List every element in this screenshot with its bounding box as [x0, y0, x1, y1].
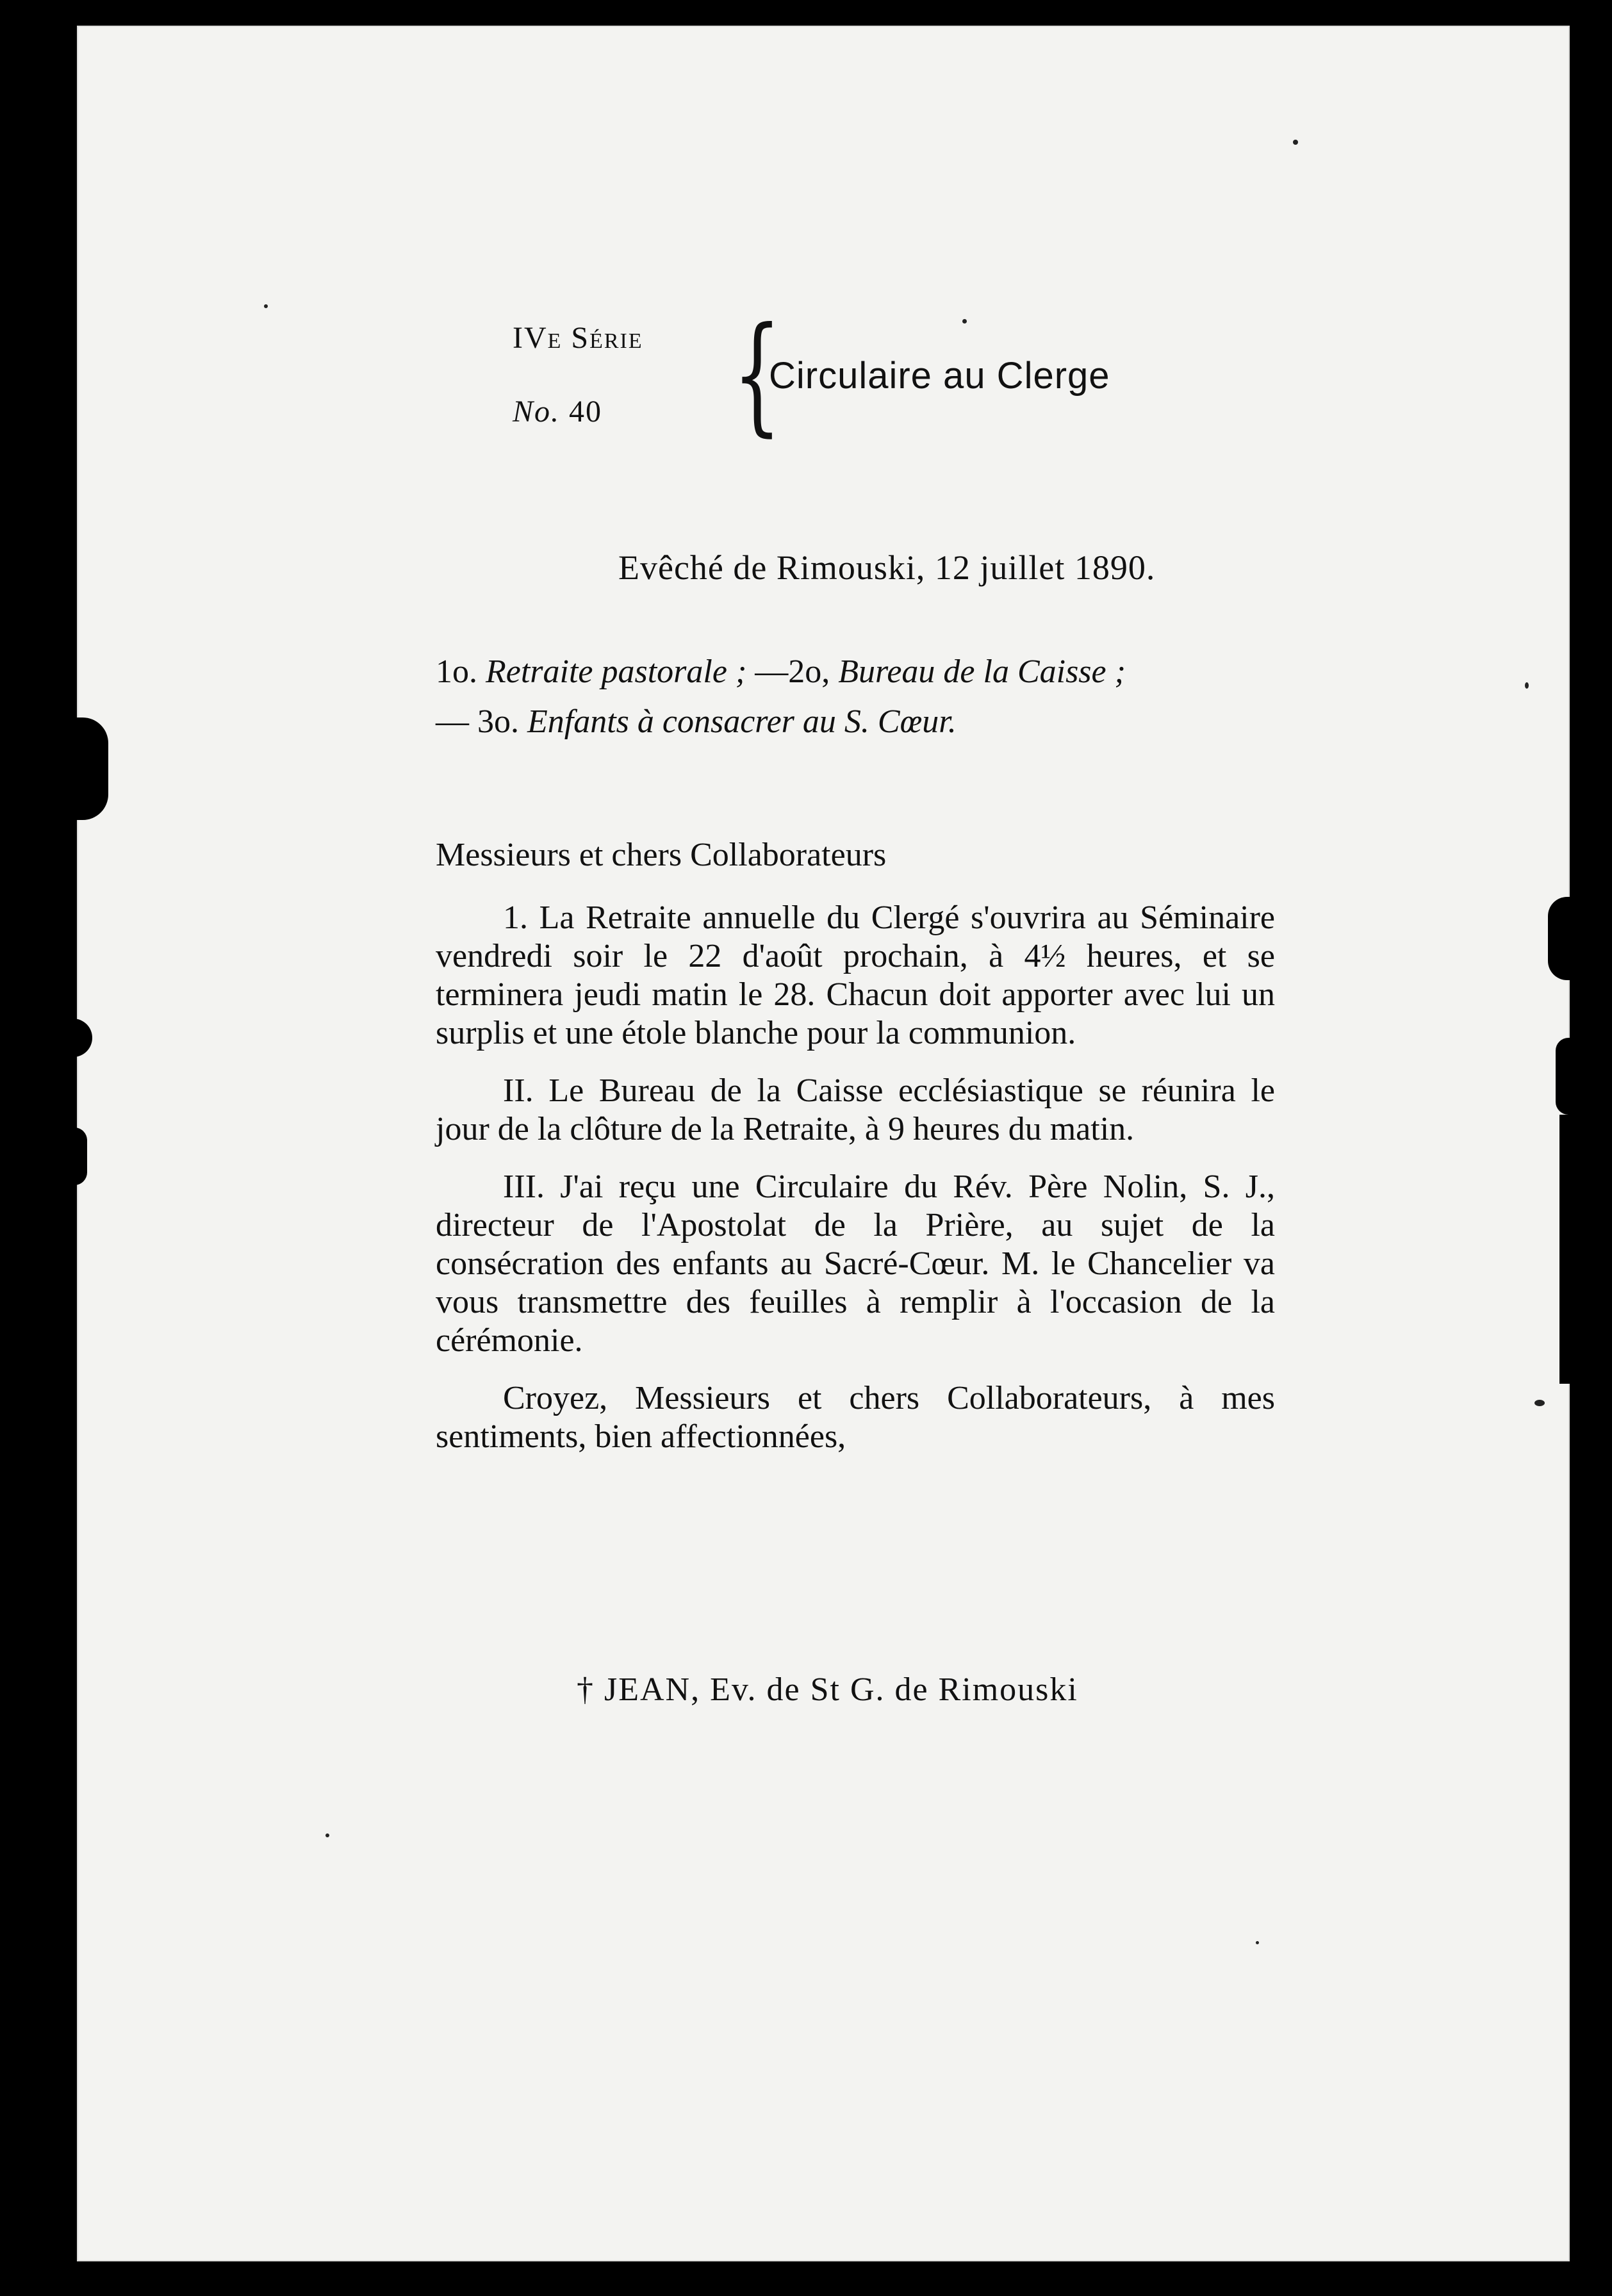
torn-edge-mark	[73, 1128, 87, 1185]
series-header	[513, 300, 1249, 449]
closing: Croyez, Messieurs et chers Collaborateurs, à mes sentiments, bien affectionnées,	[436, 1380, 1275, 1455]
summary-number-2: —2o,	[755, 653, 830, 690]
signature: † JEAN, Ev. de St G. de Rimouski	[577, 1671, 1078, 1708]
torn-edge-mark	[1559, 1115, 1574, 1384]
torn-edge-mark	[1548, 897, 1574, 980]
summary-item-2: Bureau de la Caisse ;	[838, 653, 1126, 690]
ink-speck	[1256, 1941, 1259, 1944]
summary-item-3: Enfants à consacrer au S. Cœur.	[527, 703, 957, 740]
paragraph-2: II. Le Bureau de la Caisse ecclésiastique se réunira le jour de la clôture de la Retraite, à 9 heures du matin.	[436, 1072, 1275, 1147]
number-line	[513, 394, 602, 429]
torn-edge-mark	[73, 718, 108, 820]
summary	[436, 647, 1288, 747]
number-label: No.	[513, 395, 561, 429]
paragraph-1: 1. La Retraite annuelle du Clergé s'ouvrira au Séminaire vendredi soir le 22 d'août prochain, à 4½ heures, et se terminera jeudi matin le 28. Chacun doit apporter avec lui un surplis et une étole blanche pour la communion.	[436, 899, 1275, 1051]
letter-body	[436, 836, 1275, 1475]
ink-speck	[264, 304, 268, 308]
summary-number-1: 1o.	[436, 653, 477, 690]
torn-edge-mark	[1556, 1038, 1574, 1115]
brace-glyph: {	[732, 300, 782, 449]
salutation: Messieurs et chers Collaborateurs	[436, 837, 887, 873]
torn-edge-mark	[73, 1019, 92, 1057]
ink-speck	[1525, 682, 1529, 689]
paragraph-3: III. J'ai reçu une Circulaire du Rév. Père Nolin, S. J., directeur de l'Apostolat de la Prière, au sujet de la consécration des enfants au Sacré-Cœur. M. le Chancelier va vous transmettre des feuilles à remplir à l'occasion de la cérémonie.	[436, 1168, 1275, 1359]
summary-item-1: Retraite pastorale ;	[486, 653, 747, 690]
dateline: Evêché de Rimouski, 12 juillet 1890.	[618, 548, 1156, 587]
number-value: 40	[569, 395, 603, 429]
series-label: IVe Série	[513, 321, 643, 355]
ink-speck	[1293, 140, 1298, 145]
ink-speck	[1534, 1400, 1545, 1406]
ink-speck	[325, 1833, 329, 1837]
summary-number-3: — 3o.	[436, 703, 519, 740]
circular-title: Circulaire au Clerge	[769, 355, 1110, 397]
